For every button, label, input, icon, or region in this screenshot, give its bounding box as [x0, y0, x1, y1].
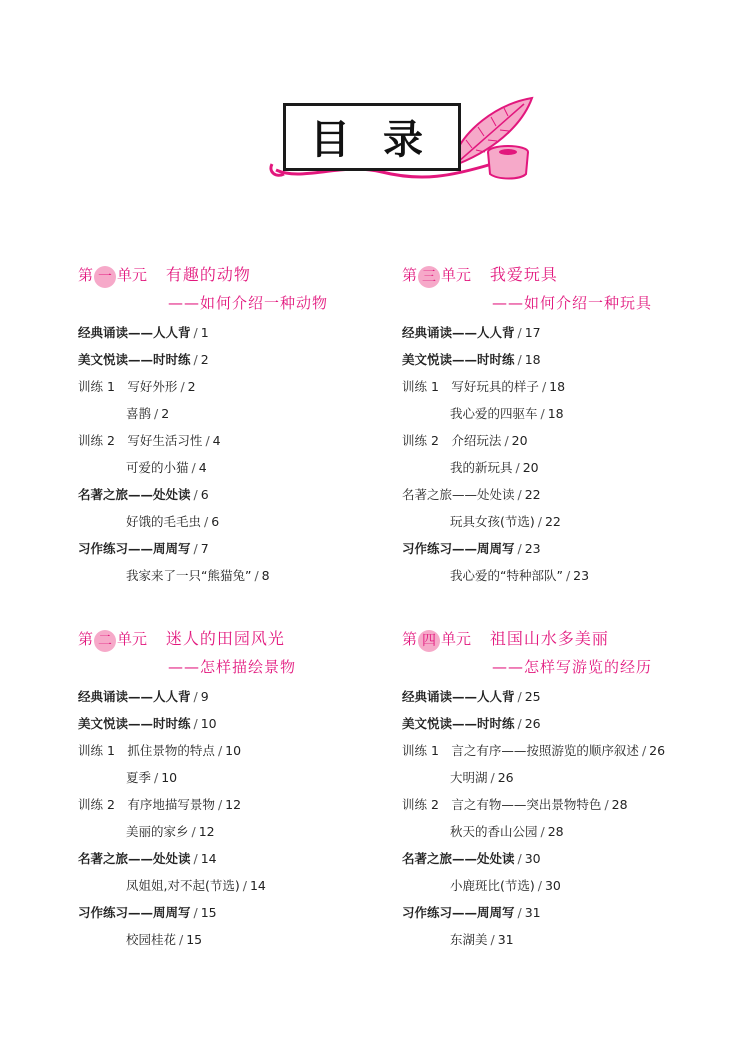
toc-entry-label: 玩具女孩(节选) [450, 514, 535, 529]
unit-title: 我爱玩具 [489, 265, 558, 284]
page-title-char-2: 录 [383, 117, 423, 163]
toc-entry[interactable]: 经典诵读——人人背 / 25 [402, 689, 541, 704]
toc-entry[interactable]: 名著之旅——处处读 / 22 [402, 487, 541, 502]
toc-entry[interactable]: 美文悦读——时时练 / 26 [402, 716, 541, 731]
toc-entry-page: 30 [524, 851, 541, 866]
unit-prefix: 第 [78, 630, 94, 648]
toc-entry-label: 美文悦读——时时练 [78, 352, 191, 367]
toc-entry-page: 15 [186, 932, 203, 947]
toc-entry-label: 夏季 [126, 770, 152, 785]
toc-entry[interactable]: 玩具女孩(节选) / 22 [450, 514, 561, 529]
toc-entry[interactable]: 美文悦读——时时练 / 10 [78, 716, 217, 731]
toc-entry[interactable]: 经典诵读——人人背 / 9 [78, 689, 209, 704]
toc-entry-page: 23 [573, 568, 590, 583]
toc-entry-label: 经典诵读——人人背 [78, 325, 191, 340]
unit-suffix: 单元 [441, 630, 472, 648]
toc-entry-label: 我的新玩具 [450, 460, 513, 475]
toc-entry-page: 7 [200, 541, 209, 556]
unit-subtitle: ——如何介绍一种动物 [168, 294, 329, 312]
unit-prefix: 第 [78, 266, 94, 284]
toc-entry-page: 10 [200, 716, 217, 731]
toc-entry-label: 习作练习——周周写 [78, 905, 191, 920]
toc-entry-list [402, 688, 742, 958]
toc-entry[interactable]: 训练 1 写好玩具的样子 / 18 [402, 379, 566, 394]
toc-entry-page: 31 [524, 905, 541, 920]
unit-heading [402, 262, 558, 288]
unit-suffix: 单元 [441, 266, 472, 284]
toc-entry-page: 28 [611, 797, 628, 812]
toc-entry-label: 训练 2 写好生活习性 [78, 433, 203, 448]
toc-entry[interactable]: 我家来了一只“熊猫兔” / 8 [126, 568, 270, 583]
toc-entry[interactable]: 名著之旅——处处读 / 14 [78, 851, 217, 866]
toc-entry-label: 小鹿斑比(节选) [450, 878, 535, 893]
toc-entry-page: 4 [212, 433, 221, 448]
toc-entry-page: 28 [547, 824, 564, 839]
toc-entry-page: 17 [524, 325, 541, 340]
toc-entry-label: 训练 2 介绍玩法 [402, 433, 502, 448]
toc-entry-label: 可爱的小猫 [126, 460, 189, 475]
unit-title: 祖国山水多美丽 [489, 629, 609, 648]
toc-entry[interactable]: 好饿的毛毛虫 / 6 [126, 514, 220, 529]
toc-entry[interactable]: 名著之旅——处处读 / 6 [78, 487, 209, 502]
toc-entry[interactable]: 大明湖 / 26 [450, 770, 514, 785]
toc-entry-page: 6 [200, 487, 209, 502]
toc-entry-label: 训练 2 有序地描写景物 [78, 797, 215, 812]
toc-entry[interactable]: 训练 1 抓住景物的特点 / 10 [78, 743, 242, 758]
toc-entry-label: 我心爱的四驱车 [450, 406, 538, 421]
toc-entry[interactable]: 美丽的家乡 / 12 [126, 824, 215, 839]
unit-prefix: 第 [402, 266, 418, 284]
toc-entry-page: 23 [524, 541, 541, 556]
toc-entry-page: 18 [524, 352, 541, 367]
toc-entry-label: 习作练习——周周写 [78, 541, 191, 556]
toc-entry[interactable]: 经典诵读——人人背 / 1 [78, 325, 209, 340]
toc-entry-page: 30 [544, 878, 561, 893]
toc-entry-page: 22 [544, 514, 561, 529]
toc-entry-label: 名著之旅——处处读 [78, 851, 191, 866]
toc-entry-page: 26 [524, 716, 541, 731]
toc-entry-label: 经典诵读——人人背 [402, 325, 515, 340]
unit-suffix: 单元 [117, 630, 148, 648]
toc-entry-label: 大明湖 [450, 770, 488, 785]
toc-entry-list [78, 324, 418, 594]
toc-entry[interactable]: 我心爱的“特种部队” / 23 [450, 568, 590, 583]
toc-entry-page: 14 [200, 851, 217, 866]
toc-entry-label: 名著之旅——处处读 [78, 487, 191, 502]
unit-number-badge: 四 [418, 630, 440, 652]
toc-entry-label: 训练 1 抓住景物的特点 [78, 743, 215, 758]
toc-entry[interactable]: 校园桂花 / 15 [126, 932, 203, 947]
toc-entry[interactable]: 小鹿斑比(节选) / 30 [450, 878, 561, 893]
toc-entry[interactable]: 训练 2 写好生活习性 / 4 [78, 433, 221, 448]
toc-entry-list [78, 688, 418, 958]
toc-entry-label: 东湖美 [450, 932, 488, 947]
toc-entry-label: 经典诵读——人人背 [402, 689, 515, 704]
toc-entry[interactable]: 名著之旅——处处读 / 30 [402, 851, 541, 866]
toc-entry-label: 好饿的毛毛虫 [126, 514, 202, 529]
unit-subtitle: ——如何介绍一种玩具 [492, 294, 653, 312]
toc-entry[interactable]: 习作练习——周周写 / 15 [78, 905, 217, 920]
toc-entry[interactable]: 东湖美 / 31 [450, 932, 514, 947]
toc-entry-page: 2 [200, 352, 209, 367]
unit-suffix: 单元 [117, 266, 148, 284]
unit-number-badge: 一 [94, 266, 116, 288]
toc-entry-page: 4 [198, 460, 207, 475]
unit-prefix: 第 [402, 630, 418, 648]
toc-entry-page: 18 [547, 406, 564, 421]
toc-entry-label: 训练 1 写好外形 [78, 379, 178, 394]
toc-entry[interactable]: 我心爱的四驱车 / 18 [450, 406, 564, 421]
toc-entry-label: 习作练习——周周写 [402, 905, 515, 920]
toc-entry-label: 美文悦读——时时练 [402, 352, 515, 367]
unit-number-badge: 二 [94, 630, 116, 652]
toc-entry[interactable]: 习作练习——周周写 / 23 [402, 541, 541, 556]
toc-entry-label: 名著之旅——处处读 [402, 851, 515, 866]
toc-entry[interactable]: 习作练习——周周写 / 7 [78, 541, 209, 556]
toc-entry-page: 1 [200, 325, 209, 340]
unit-heading [78, 626, 285, 652]
toc-entry-page: 10 [161, 770, 178, 785]
toc-entry-label: 秋天的香山公园 [450, 824, 538, 839]
unit-title: 有趣的动物 [165, 265, 251, 284]
toc-entry-label: 我家来了一只“熊猫兔” [126, 568, 252, 583]
toc-entry[interactable]: 习作练习——周周写 / 31 [402, 905, 541, 920]
toc-entry-label: 经典诵读——人人背 [78, 689, 191, 704]
toc-entry-page: 2 [187, 379, 196, 394]
toc-entry[interactable]: 喜鹊 / 2 [126, 406, 170, 421]
toc-entry[interactable]: 训练 1 写好外形 / 2 [78, 379, 196, 394]
toc-entry[interactable]: 训练 1 言之有序——按照游览的顺序叙述 / 26 [402, 743, 666, 758]
toc-entry[interactable]: 凤姐姐,对不起(节选) / 14 [126, 878, 266, 893]
unit-heading [402, 626, 609, 652]
toc-entry[interactable]: 美文悦读——时时练 / 2 [78, 352, 209, 367]
toc-entry[interactable]: 秋天的香山公园 / 28 [450, 824, 564, 839]
toc-entry-page: 12 [225, 797, 242, 812]
toc-entry-page: 8 [261, 568, 270, 583]
toc-entry-page: 22 [524, 487, 541, 502]
toc-entry-label: 训练 1 写好玩具的样子 [402, 379, 539, 394]
unit-number-badge: 三 [418, 266, 440, 288]
toc-entry-label: 名著之旅——处处读 [402, 487, 515, 502]
unit-subtitle: ——怎样描绘景物 [168, 658, 297, 676]
toc-entry-page: 10 [225, 743, 242, 758]
toc-entry[interactable]: 夏季 / 10 [126, 770, 178, 785]
toc-entry-label: 凤姐姐,对不起(节选) [126, 878, 240, 893]
toc-entry-label: 我心爱的“特种部队” [450, 568, 563, 583]
toc-entry-page: 9 [200, 689, 209, 704]
toc-entry[interactable]: 训练 2 介绍玩法 / 20 [402, 433, 528, 448]
toc-entry-page: 12 [198, 824, 215, 839]
toc-entry-label: 习作练习——周周写 [402, 541, 515, 556]
toc-entry-page: 2 [161, 406, 170, 421]
toc-entry-label: 训练 2 言之有物——突出景物特色 [402, 797, 602, 812]
toc-entry[interactable]: 我的新玩具 / 20 [450, 460, 539, 475]
toc-entry-page: 18 [549, 379, 566, 394]
toc-entry-page: 20 [522, 460, 539, 475]
toc-entry-label: 训练 1 言之有序——按照游览的顺序叙述 [402, 743, 639, 758]
toc-entry-label: 美丽的家乡 [126, 824, 189, 839]
toc-entry-page: 31 [497, 932, 514, 947]
unit-heading [78, 262, 251, 288]
toc-entry-page: 25 [524, 689, 541, 704]
unit-subtitle: ——怎样写游览的经历 [492, 658, 653, 676]
toc-entry-page: 15 [200, 905, 217, 920]
page-title-char-1: 目 [310, 117, 350, 163]
toc-entry-page: 26 [649, 743, 666, 758]
unit-title: 迷人的田园风光 [165, 629, 285, 648]
toc-entry-page: 20 [511, 433, 528, 448]
toc-entry[interactable]: 美文悦读——时时练 / 18 [402, 352, 541, 367]
toc-entry-page: 14 [249, 878, 266, 893]
toc-entry-label: 喜鹊 [126, 406, 152, 421]
toc-entry-page: 26 [497, 770, 514, 785]
toc-entry[interactable]: 可爱的小猫 / 4 [126, 460, 207, 475]
toc-entry[interactable]: 经典诵读——人人背 / 17 [402, 325, 541, 340]
toc-entry-label: 美文悦读——时时练 [78, 716, 191, 731]
toc-entry-label: 美文悦读——时时练 [402, 716, 515, 731]
toc-entry-page: 6 [211, 514, 220, 529]
toc-entry-list [402, 324, 742, 594]
toc-entry[interactable]: 训练 2 有序地描写景物 / 12 [78, 797, 242, 812]
toc-entry-label: 校园桂花 [126, 932, 177, 947]
toc-entry[interactable]: 训练 2 言之有物——突出景物特色 / 28 [402, 797, 628, 812]
